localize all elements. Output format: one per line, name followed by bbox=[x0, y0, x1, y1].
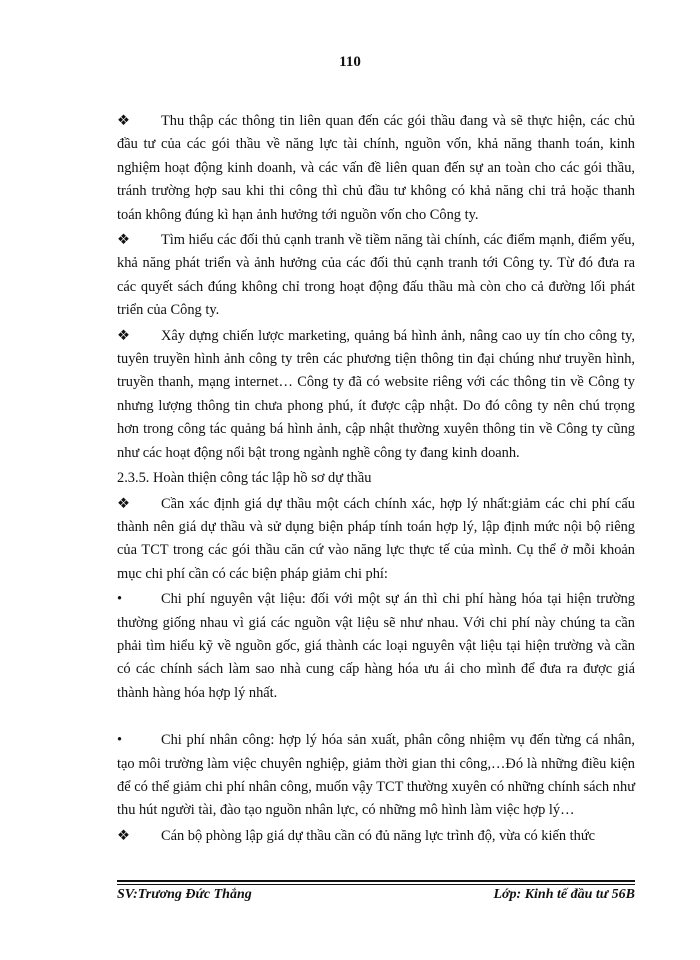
dot-bullet-icon: • bbox=[117, 591, 123, 608]
diamond-bullet-icon: ❖ bbox=[117, 495, 130, 512]
blank-line bbox=[117, 707, 635, 729]
diamond-bullet-icon: ❖ bbox=[117, 232, 130, 249]
paragraph-labor-cost: • Chi phí nhân công: hợp lý hóa sản xuất, phân công nhiệm vụ đến từng cá nhân, tạo môi trường làm việc chuyên nghiệp, giảm thời gian thi công,…Đó là những điều kiện để có thể giảm chi phí nhân công, muốn vậy TCT thường xuyên có những chính sách như thu hút người tài, đào tạo nguồn nhân lực, có những mô hình làm việc hợp lý… bbox=[117, 729, 635, 823]
paragraph-competitors: ❖ Tìm hiểu các đối thủ cạnh tranh về tiềm năng tài chính, các điểm mạnh, điểm yếu, khả năng phát triển và ảnh hưởng của các đối thủ cạnh tranh tới Công ty. Từ đó đưa ra các quyết sách đúng không chỉ trong hoạt động đấu thầu mà còn cho cả đường lối phát triển của Công ty. bbox=[117, 229, 635, 323]
diamond-bullet-icon: ❖ bbox=[117, 327, 130, 344]
footer-student: SV:Trương Đức Thắng bbox=[117, 887, 252, 902]
diamond-bullet-icon: ❖ bbox=[117, 113, 130, 129]
page-footer bbox=[117, 887, 635, 903]
footer-divider-thin bbox=[117, 884, 635, 885]
section-heading: 2.3.5. Hoàn thiện công tác lập hồ sơ dự thầu bbox=[117, 470, 372, 487]
diamond-bullet-icon: ❖ bbox=[117, 827, 130, 844]
page-number: 110 bbox=[339, 54, 361, 70]
paragraph-material-cost: • Chi phí nguyên vật liệu: đối với một sự án thì chi phí hàng hóa tại hiện trường thường giống nhau vì giá các nguồn vật liệu sẽ như nhau. Với chi phí này chúng ta cần phải tìm hiểu kỹ về nguồn gốc, giá thành các loại nguyên vật liệu tại hiện trường và cần có các chính sách làm sao nhà cung cấp hàng hóa ưu ái cho mình để đưa ra được giá thành hàng hóa hợp lý nhất. bbox=[117, 588, 635, 705]
paragraph-collect-info: ❖ Thu thập các thông tin liên quan đến các gói thầu đang và sẽ thực hiện, các chủ đầu tư của các gói thầu về năng lực tài chính, nguồn vốn, khả năng thanh toán, kinh nghiệm hoạt động kinh doanh, và các vấn đề liên quan đến sự an toàn cho các gói thầu, tránh trường hợp sau khi thi công thì chủ đầu tư không có khả năng chi trả hoặc thanh toán không đúng kì hạn ảnh hưởng tới nguồn vốn cho Công ty. bbox=[117, 110, 635, 227]
footer-class: Lớp: Kinh tế đầu tư 56B bbox=[493, 887, 635, 902]
paragraph-marketing: ❖ Xây dựng chiến lược marketing, quảng bá hình ảnh, nâng cao uy tín cho công ty, tuyên truyền hình ảnh công ty trên các phương tiện thông tin đại chúng như truyền hình, truyền thanh, mạng internet… Công ty đã có website riêng với các thông tin về Công ty nhưng lượng thông tin chưa phong phú, ít được cập nhật. Do đó công ty nên chú trọng hơn trong công tác quảng bá hình ảnh, cập nhật thường xuyên thông tin về Công ty cũng như các hoạt động nổi bật trong ngành nghề công ty đang kinh doanh. bbox=[117, 325, 635, 465]
dot-bullet-icon: • bbox=[117, 732, 123, 749]
paragraph-staff: ❖ Cán bộ phòng lập giá dự thầu cần có đủ năng lực trình độ, vừa có kiến thức bbox=[117, 825, 635, 848]
paragraph-bid-price: ❖ Cần xác định giá dự thầu một cách chính xác, hợp lý nhất:giảm các chi phí cấu thành nên giá dự thầu và sử dụng biện pháp tính toán hợp lý, lập định mức nội bộ riêng của TCT trong các gói thầu căn cứ vào năng lực thực tế của mình. Cụ thể ở mỗi khoản mục chi phí cần có các biện pháp giảm chi phí: bbox=[117, 493, 635, 587]
footer-divider-thick bbox=[117, 880, 635, 882]
document-body bbox=[117, 110, 635, 850]
